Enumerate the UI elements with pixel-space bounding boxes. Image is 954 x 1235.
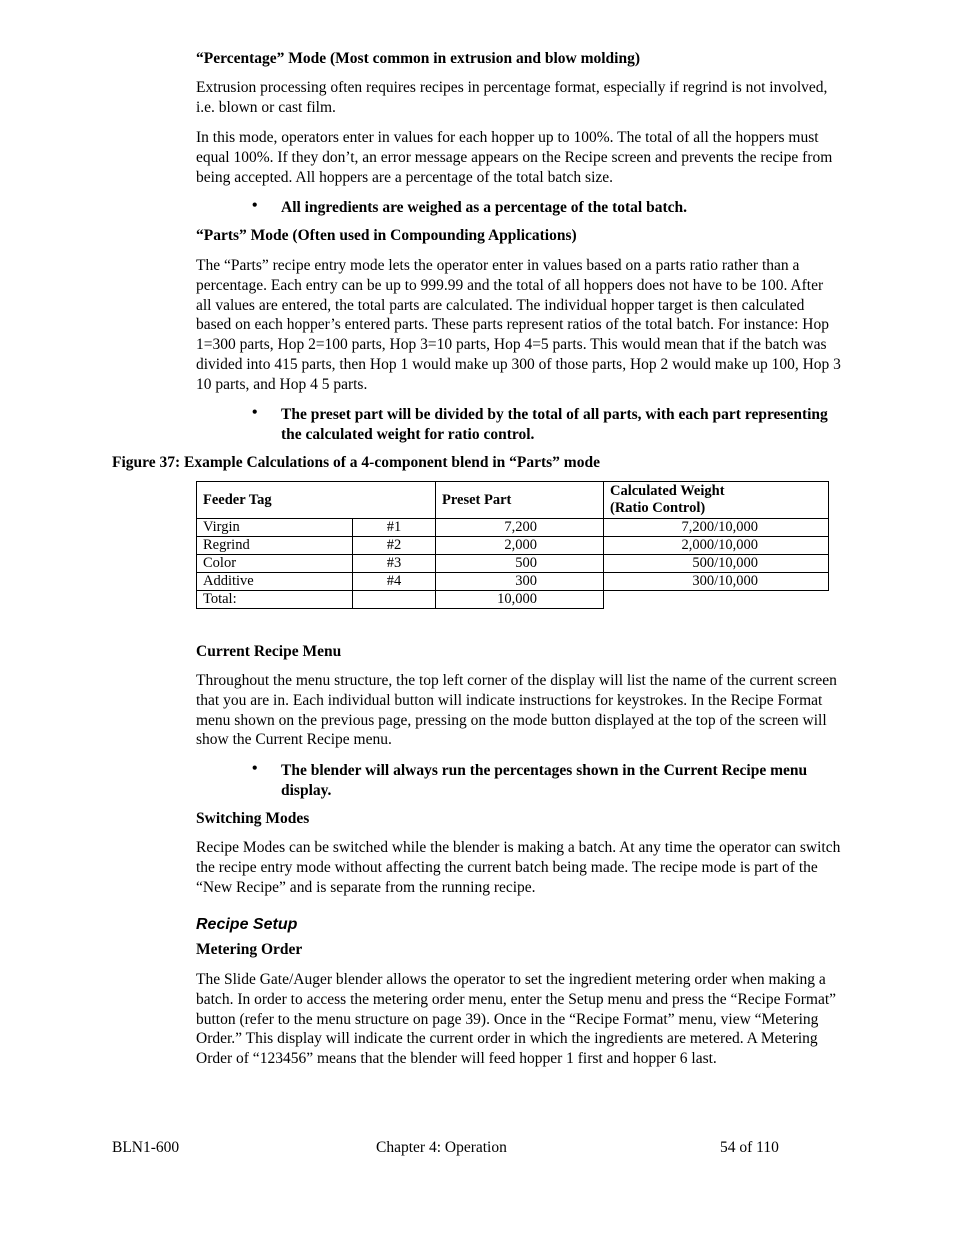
parts-bullet-text: The preset part will be divided by the total of all parts, with each part representing the calculated weight for ratio control. bbox=[281, 406, 828, 443]
table-total-row bbox=[197, 591, 829, 609]
percentage-mode-heading: “Percentage” Mode (Most common in extrusion and blow molding) bbox=[196, 50, 641, 67]
row-feeder-name: Virgin bbox=[197, 519, 353, 537]
footer-document-id: BLN1-600 bbox=[112, 1139, 180, 1156]
total-blank bbox=[604, 591, 829, 609]
current-recipe-heading: Current Recipe Menu bbox=[196, 643, 342, 660]
row-feeder-number: #1 bbox=[353, 519, 436, 537]
metering-order-paragraph: The Slide Gate/Auger blender allows the operator to set the ingredient metering order when making a batch. In order to access the metering order menu, enter the Setup menu and press the “Recipe Format” button (refer to the menu structure on page 39). Once in the “Recipe Format” menu, view “Metering Order.” This display will indicate the current order in which the ingredients are metered. A Metering Order of “123456” means that the blender will feed hopper 1 first and hopper 6 last. bbox=[196, 971, 837, 1068]
row-preset-part: 300 bbox=[436, 573, 604, 591]
row-preset-part: 7,200 bbox=[436, 519, 604, 537]
header-calculated-weight: Calculated Weight (Ratio Control) bbox=[604, 482, 829, 519]
table-row bbox=[197, 555, 829, 573]
parts-calculation-table bbox=[196, 481, 829, 609]
table-header-row bbox=[197, 482, 829, 519]
header-preset-part: Preset Part bbox=[436, 482, 604, 519]
footer-chapter: Chapter 4: Operation bbox=[376, 1139, 507, 1156]
table-row bbox=[197, 537, 829, 555]
current-recipe-paragraph: Throughout the menu structure, the top left corner of the display will list the name of the current screen that you are in. Each individual button will indicate instructions for keystrokes. In the Recipe Format menu shown on the previous page, pressing on the mode button displayed at the top of the screen will show the Current Recipe menu. bbox=[196, 672, 837, 749]
current-recipe-bullet-text: The blender will always run the percentages shown in the Current Recipe menu display. bbox=[281, 762, 808, 799]
row-feeder-name: Color bbox=[197, 555, 353, 573]
footer-page-number: 54 of 110 bbox=[720, 1139, 779, 1156]
header-feeder-tag: Feeder Tag bbox=[197, 482, 436, 519]
total-label: Total: bbox=[197, 591, 353, 609]
parts-mode-heading: “Parts” Mode (Often used in Compounding Applications) bbox=[196, 227, 577, 244]
bullet-icon: • bbox=[252, 404, 258, 421]
row-calculated-weight: 300/10,000 bbox=[604, 573, 829, 591]
row-feeder-number: #3 bbox=[353, 555, 436, 573]
percentage-paragraph-2: In this mode, operators enter in values for each hopper up to 100%. The total of all the hoppers must equal 100%. If they don’t, an error message appears on the Recipe screen and prevents the recipe from being accepted. All hoppers are a percentage of the total batch size. bbox=[196, 129, 833, 186]
metering-order-heading: Metering Order bbox=[196, 941, 303, 958]
percentage-paragraph-1: Extrusion processing often requires recipes in percentage format, especially if regrind is not involved, i.e. blown or cast film. bbox=[196, 79, 828, 116]
switching-modes-paragraph: Recipe Modes can be switched while the blender is making a batch. At any time the operator can switch the recipe entry mode without affecting the current batch being made. The recipe mode is part of the “New Recipe” and is separate from the running recipe. bbox=[196, 839, 841, 896]
parts-paragraph: The “Parts” recipe entry mode lets the operator enter in values based on a parts ratio rather than a percentage. Each entry can be up to 999.99 and the total of all hoppers does not have to be 100. After all values are entered, the total parts are calculated. The individual hopper target is then calculated based on each hopper’s entered parts. These parts represent ratios of the total batch. For instance: Hop 1=300 parts, Hop 2=100 parts, Hop 3=10 parts, Hop 4=5 parts. This would mean that if the batch was divided into 415 parts, then Hop 1 would make up 300 of those parts, Hop 2 would make up 100, Hop 3 10 parts, and Hop 4 5 parts. bbox=[196, 257, 841, 393]
row-calculated-weight: 500/10,000 bbox=[604, 555, 829, 573]
switching-modes-heading: Switching Modes bbox=[196, 810, 310, 827]
figure-caption: Figure 37: Example Calculations of a 4-component blend in “Parts” mode bbox=[112, 454, 600, 471]
row-preset-part: 2,000 bbox=[436, 537, 604, 555]
recipe-setup-heading: Recipe Setup bbox=[196, 916, 298, 933]
row-calculated-weight: 2,000/10,000 bbox=[604, 537, 829, 555]
row-feeder-number: #4 bbox=[353, 573, 436, 591]
row-calculated-weight: 7,200/10,000 bbox=[604, 519, 829, 537]
bullet-icon: • bbox=[252, 197, 258, 214]
total-value: 10,000 bbox=[436, 591, 604, 609]
bullet-icon: • bbox=[252, 760, 258, 777]
percentage-bullet-text: All ingredients are weighed as a percentage of the total batch. bbox=[281, 199, 687, 216]
row-preset-part: 500 bbox=[436, 555, 604, 573]
total-empty-cell bbox=[353, 591, 436, 609]
table-row bbox=[197, 573, 829, 591]
row-feeder-number: #2 bbox=[353, 537, 436, 555]
table-row bbox=[197, 519, 829, 537]
row-feeder-name: Additive bbox=[197, 573, 353, 591]
row-feeder-name: Regrind bbox=[197, 537, 353, 555]
